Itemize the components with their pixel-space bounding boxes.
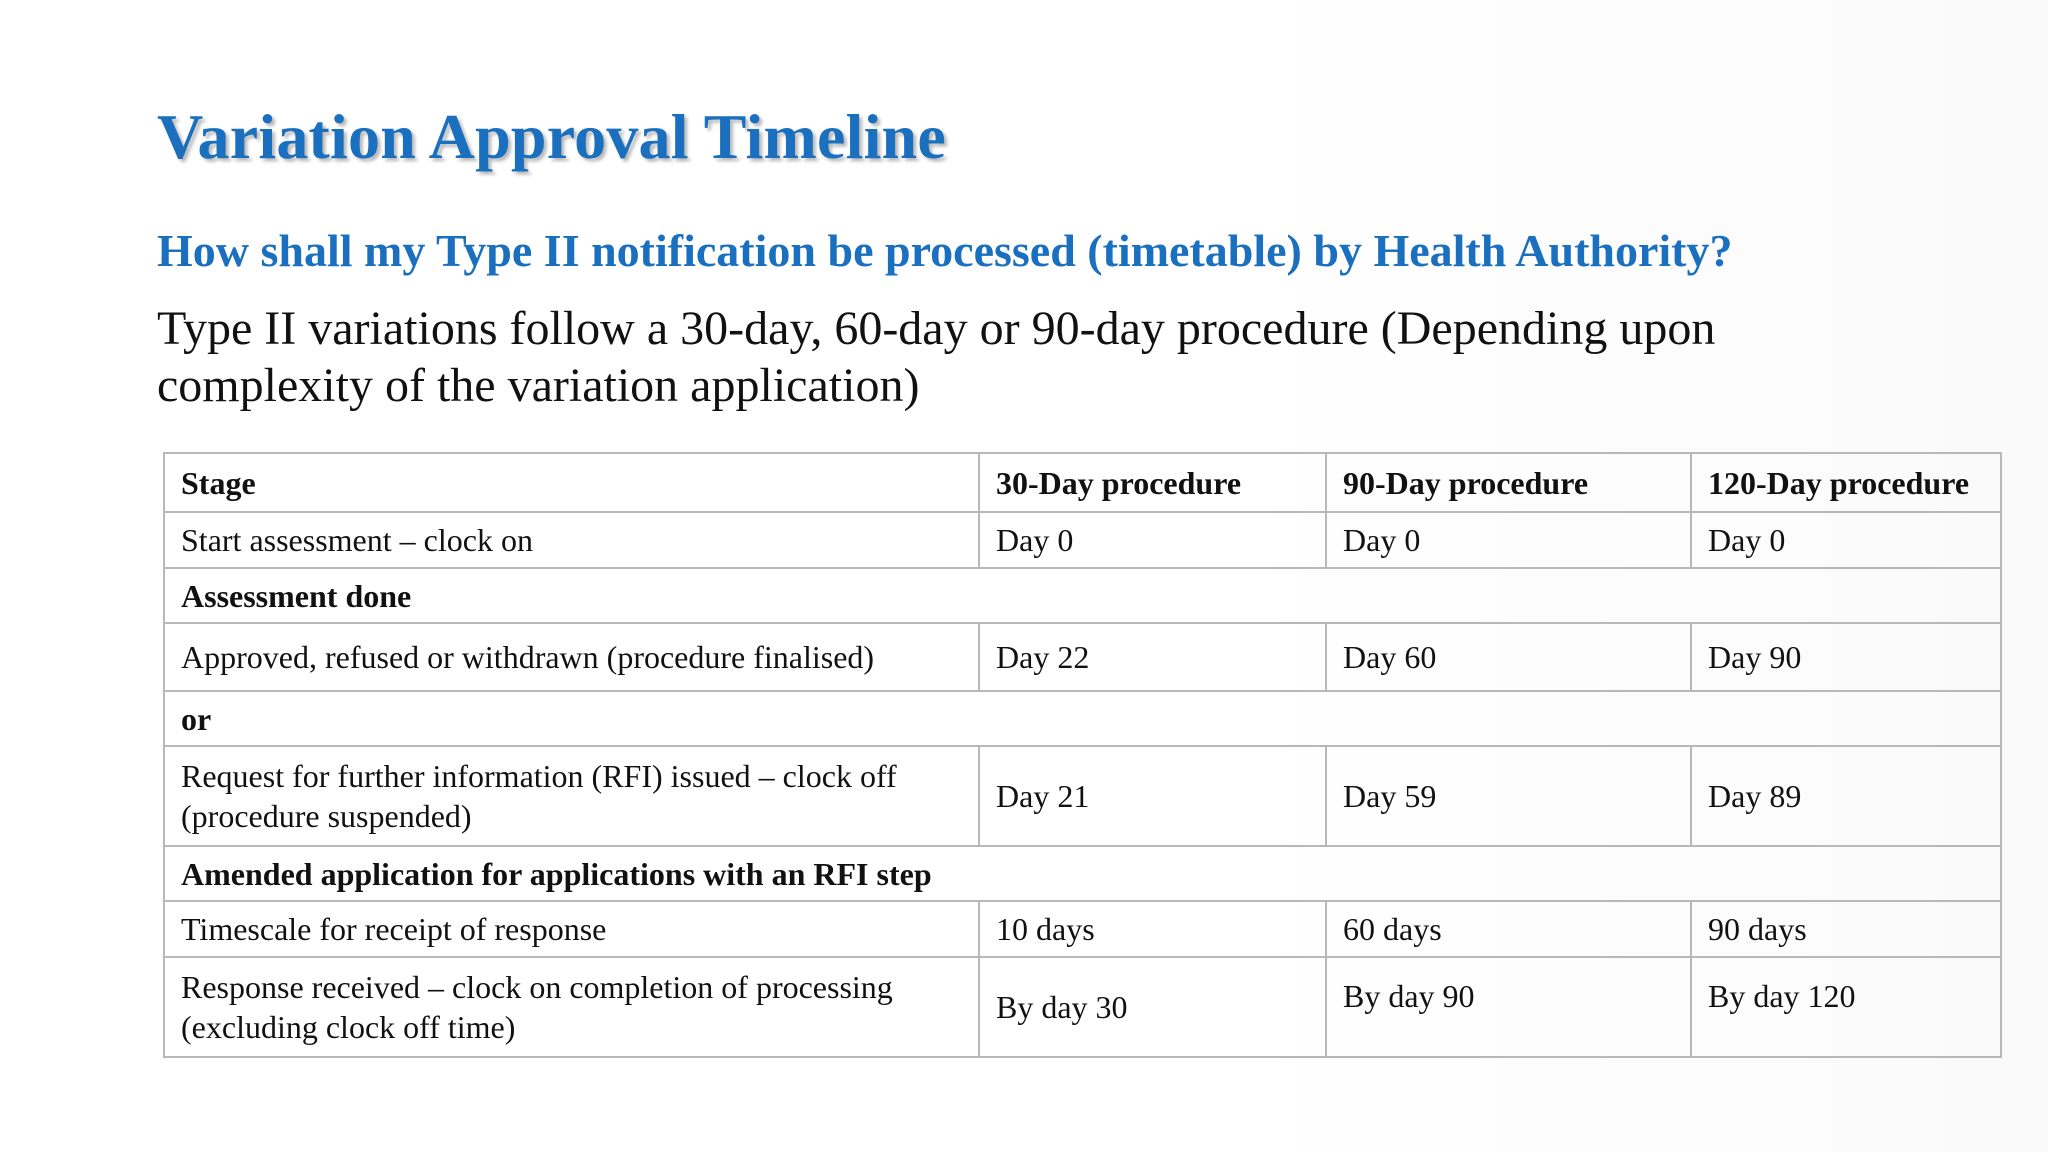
value-cell: Day 21	[979, 746, 1326, 846]
section-label: Assessment done	[164, 568, 2001, 623]
table-row	[164, 901, 2001, 957]
slide-subtitle: How shall my Type II notification be processed (timetable) by Health Authority?	[157, 225, 1733, 276]
value-cell: 10 days	[979, 901, 1326, 957]
value-cell: Day 59	[1326, 746, 1691, 846]
timeline-table	[163, 452, 2002, 1058]
stage-cell: Start assessment – clock on	[164, 512, 979, 568]
table-row	[164, 746, 2001, 846]
value-cell: 60 days	[1326, 901, 1691, 957]
stage-cell: Response received – clock on completion of processing (excluding clock off time)	[164, 957, 979, 1057]
stage-cell: Request for further information (RFI) issued – clock off (procedure suspended)	[164, 746, 979, 846]
value-cell: Day 0	[1326, 512, 1691, 568]
value-cell: Day 60	[1326, 623, 1691, 691]
value-cell: Day 0	[1691, 512, 2001, 568]
section-row	[164, 568, 2001, 623]
value-cell: By day 90	[1326, 957, 1691, 1057]
section-label: or	[164, 691, 2001, 746]
table-row	[164, 957, 2001, 1057]
stage-cell: Approved, refused or withdrawn (procedure finalised)	[164, 623, 979, 691]
header-stage: Stage	[164, 453, 979, 512]
table-header-row	[164, 453, 2001, 512]
section-row	[164, 846, 2001, 901]
value-cell: By day 120	[1691, 957, 2001, 1057]
slide-title: Variation Approval Timeline	[157, 101, 946, 172]
header-120-day: 120-Day procedure	[1691, 453, 2001, 512]
value-cell: By day 30	[979, 957, 1326, 1057]
value-cell: Day 0	[979, 512, 1326, 568]
header-90-day: 90-Day procedure	[1326, 453, 1691, 512]
value-cell: Day 22	[979, 623, 1326, 691]
section-label: Amended application for applications with an RFI step	[164, 846, 2001, 901]
value-cell: Day 90	[1691, 623, 2001, 691]
value-cell: Day 89	[1691, 746, 2001, 846]
table-row	[164, 623, 2001, 691]
header-30-day: 30-Day procedure	[979, 453, 1326, 512]
table-row	[164, 512, 2001, 568]
section-row	[164, 691, 2001, 746]
value-cell: 90 days	[1691, 901, 2001, 957]
intro-text: Type II variations follow a 30-day, 60-day or 90-day procedure (Depending upon complexity of the variation application)	[157, 302, 1716, 412]
stage-cell: Timescale for receipt of response	[164, 901, 979, 957]
